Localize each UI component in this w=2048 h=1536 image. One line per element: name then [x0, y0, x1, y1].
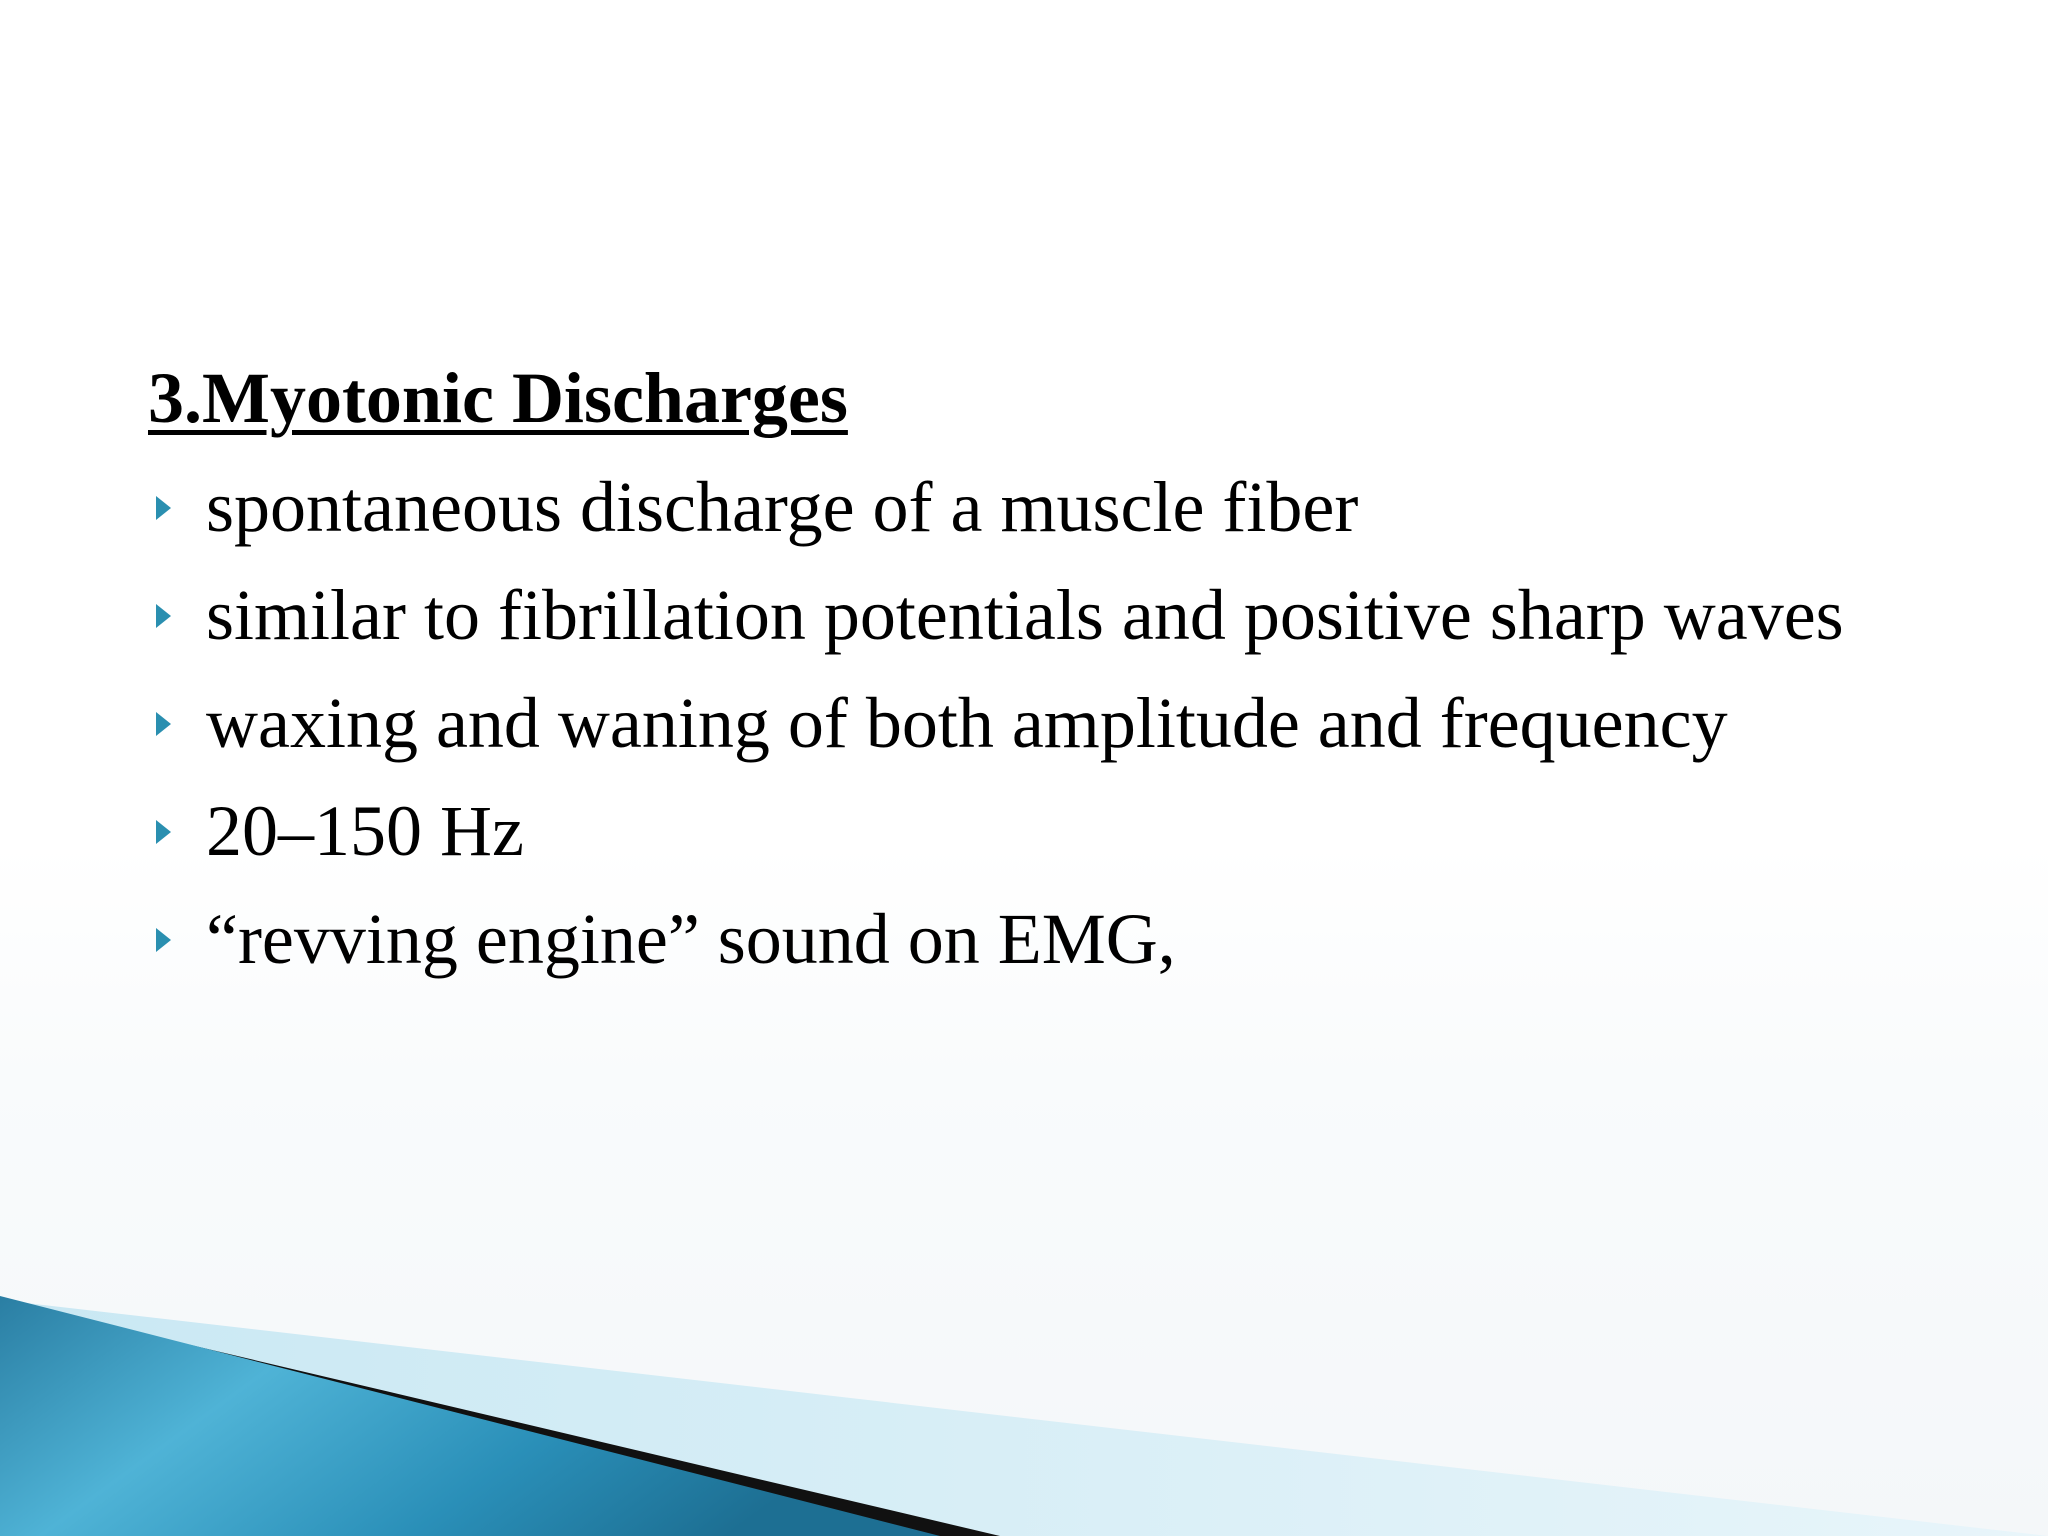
slide-content	[148, 350, 1978, 998]
wedge-dark-band	[0, 1300, 1000, 1536]
bullet-item	[148, 782, 1978, 880]
wedge-teal-band	[0, 1296, 940, 1536]
bullet-text: spontaneous discharge of a muscle fiber	[206, 467, 1359, 547]
triangle-bullet-icon	[156, 928, 171, 952]
triangle-bullet-icon	[156, 604, 171, 628]
bullet-item	[148, 458, 1978, 556]
bullet-item	[148, 566, 1978, 664]
triangle-bullet-icon	[156, 712, 171, 736]
bullet-item	[148, 674, 1978, 772]
triangle-bullet-icon	[156, 496, 171, 520]
bullet-list	[148, 458, 1978, 988]
bullet-item	[148, 890, 1978, 988]
slide-heading: 3.Myotonic Discharges	[148, 358, 848, 438]
bullet-text: similar to fibrillation potentials and positive sharp waves	[206, 575, 1844, 655]
bullet-text: waxing and waning of both amplitude and frequency	[206, 683, 1728, 763]
bullet-text: “revving engine” sound on EMG,	[206, 899, 1176, 979]
wedge-light-band	[0, 1300, 2048, 1536]
bullet-text: 20–150 Hz	[206, 791, 524, 871]
triangle-bullet-icon	[156, 820, 171, 844]
